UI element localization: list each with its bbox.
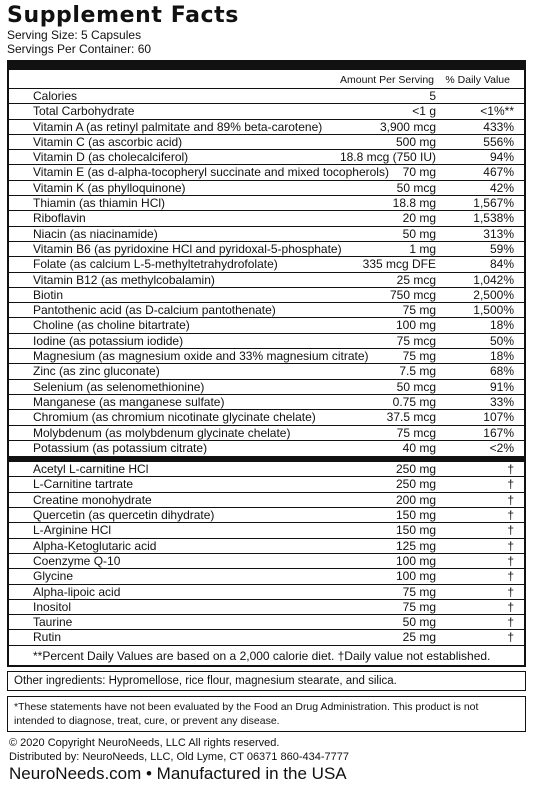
row-amount: 50 mcg	[396, 180, 436, 195]
table-row	[9, 394, 524, 409]
table-row	[9, 476, 524, 491]
row-daily-value: 313%	[483, 226, 514, 241]
row-amount: 5	[429, 89, 436, 103]
table-row	[9, 348, 524, 363]
row-amount: 250 mg	[395, 477, 436, 492]
table-row	[9, 522, 524, 537]
row-daily-value: 42%	[489, 180, 514, 195]
row-daily-value: †	[507, 584, 514, 599]
row-name: Vitamin E (as d-alpha-tocopheryl succinate and mixed tocopherols)	[33, 165, 389, 180]
table-row	[9, 461, 524, 476]
row-name: Chromium (as chromium nicotinate glycinate chelate)	[33, 410, 316, 425]
copyright: © 2020 Copyright NeuroNeeds, LLC All rights reserved.	[9, 736, 280, 749]
row-amount: 75 mg	[402, 349, 436, 364]
row-daily-value: 1,538%	[473, 211, 514, 226]
supplement-facts-label	[7, 4, 526, 784]
row-daily-value: 94%	[489, 150, 514, 165]
other-ingredients: Other ingredients: Hypromellose, rice flour, magnesium stearate, and silica.	[7, 671, 526, 691]
row-amount: 50 mcg	[396, 379, 436, 394]
table-row	[9, 553, 524, 568]
row-name: L-Carnitine tartrate	[33, 477, 134, 492]
row-daily-value: †	[507, 508, 514, 523]
table-row	[9, 302, 524, 317]
row-name: Niacin (as niacinamide)	[33, 226, 158, 241]
row-daily-value: 1,567%	[473, 196, 514, 211]
facts-table	[7, 60, 526, 667]
row-name: Inositol	[33, 599, 72, 614]
row-daily-value: <2%	[489, 440, 514, 455]
row-name: Coenzyme Q-10	[33, 553, 121, 568]
row-amount: 200 mg	[395, 492, 436, 507]
brand-line: NeuroNeeds.com • Manufactured in the USA	[9, 763, 347, 783]
servings-per-container: Servings Per Container: 60	[7, 42, 152, 56]
table-row	[9, 584, 524, 599]
row-amount: 100 mg	[395, 318, 436, 333]
row-daily-value: 18%	[489, 318, 514, 333]
distributor: Distributed by: NeuroNeeds, LLC, Old Lyme, CT 06371 860-434-7777	[9, 750, 349, 763]
row-name: Taurine	[33, 615, 73, 630]
label-title: Supplement Facts	[7, 3, 239, 28]
row-name: Acetyl L-carnitine HCl	[33, 462, 149, 477]
row-amount: 25 mcg	[396, 272, 436, 287]
row-amount: 50 mg	[402, 615, 436, 630]
row-daily-value: 107%	[483, 410, 514, 425]
row-name: Vitamin C (as ascorbic acid)	[33, 134, 183, 149]
table-row	[9, 440, 524, 455]
row-name: Vitamin D (as cholecalciferol)	[33, 150, 189, 165]
row-amount: 18.8 mg	[392, 196, 436, 211]
row-daily-value: 33%	[489, 394, 514, 409]
amount-header: Amount Per Serving	[340, 74, 434, 86]
row-amount: 1 mg	[409, 241, 436, 256]
row-amount: 25 mg	[402, 630, 436, 645]
row-daily-value: 59%	[489, 241, 514, 256]
row-name: Alpha-Ketoglutaric acid	[33, 538, 157, 553]
fda-disclaimer: *These statements have not been evaluated by the Food an Drug Administration. This product is not intended to diagnose, treat, cure, or prevent any disease.	[7, 696, 526, 732]
row-amount: 50 mg	[402, 226, 436, 241]
row-amount: 100 mg	[395, 569, 436, 584]
row-name: L-Arginine HCl	[33, 523, 112, 538]
row-amount: 75 mcg	[396, 425, 436, 440]
row-name: Molybdenum (as molybdenum glycinate chelate)	[33, 425, 291, 440]
row-name: Potassium (as potassium citrate)	[33, 440, 208, 455]
table-row	[9, 241, 524, 256]
row-amount: 500 mg	[395, 134, 436, 149]
row-daily-value: †	[507, 538, 514, 553]
row-amount: 18.8 mcg (750 IU)	[339, 150, 436, 165]
footnote: **Percent Daily Values are based on a 2,000 calorie diet. †Daily value not established.	[9, 645, 524, 665]
row-amount: 150 mg	[395, 508, 436, 523]
serving-size: Serving Size: 5 Capsules	[7, 28, 142, 42]
table-row	[9, 629, 524, 644]
row-name: Vitamin B12 (as methylcobalamin)	[33, 272, 215, 287]
table-row	[9, 425, 524, 440]
row-name: Vitamin A (as retinyl palmitate and 89% beta-carotene)	[33, 119, 323, 134]
row-daily-value: †	[507, 477, 514, 492]
table-row	[9, 287, 524, 302]
row-amount: 3,900 mcg	[379, 119, 436, 134]
top-thick-rule	[9, 60, 524, 70]
row-amount: 100 mg	[395, 553, 436, 568]
row-name: Choline (as choline bitartrate)	[33, 318, 190, 333]
row-daily-value: †	[507, 599, 514, 614]
row-daily-value: 556%	[483, 134, 514, 149]
row-daily-value: 2,500%	[473, 287, 514, 302]
table-row	[9, 599, 524, 614]
row-daily-value: 18%	[489, 349, 514, 364]
row-amount: 150 mg	[395, 523, 436, 538]
row-daily-value: <1%**	[480, 104, 514, 119]
table-row	[9, 195, 524, 210]
row-daily-value: †	[507, 569, 514, 584]
row-amount: 250 mg	[395, 462, 436, 477]
table-row	[9, 210, 524, 225]
row-name: Riboflavin	[33, 211, 86, 226]
row-name: Folate (as calcium L-5-methyltetrahydrofolate)	[33, 257, 278, 272]
row-daily-value: 467%	[483, 165, 514, 180]
row-daily-value: 91%	[489, 379, 514, 394]
row-name: Manganese (as manganese sulfate)	[33, 394, 225, 409]
row-amount: 125 mg	[395, 538, 436, 553]
other-ingredient-rows	[9, 461, 524, 645]
row-amount: 7.5 mg	[399, 364, 436, 379]
table-row	[9, 149, 524, 164]
table-row	[9, 256, 524, 271]
row-name: Calories	[33, 89, 78, 103]
row-daily-value: †	[507, 462, 514, 477]
row-daily-value: 433%	[483, 119, 514, 134]
table-row	[9, 103, 524, 118]
row-daily-value: †	[507, 523, 514, 538]
row-amount: 40 mg	[402, 440, 436, 455]
row-amount: <1 g	[412, 104, 436, 119]
row-amount: 75 mcg	[396, 333, 436, 348]
row-name: Vitamin K (as phylloquinone)	[33, 180, 186, 195]
row-name: Iodine (as potassium iodide)	[33, 333, 184, 348]
row-daily-value: 1,500%	[473, 303, 514, 318]
row-name: Creatine monohydrate	[33, 492, 152, 507]
table-row	[9, 538, 524, 553]
nutrient-rows	[9, 88, 524, 455]
row-daily-value: 68%	[489, 364, 514, 379]
row-name: Biotin	[33, 287, 64, 302]
row-name: Zinc (as zinc gluconate)	[33, 364, 160, 379]
row-name: Magnesium (as magnesium oxide and 33% magnesium citrate)	[33, 349, 369, 364]
table-row	[9, 134, 524, 149]
row-daily-value: 50%	[489, 333, 514, 348]
row-name: Alpha-lipoic acid	[33, 584, 121, 599]
table-row	[9, 272, 524, 287]
row-daily-value: 167%	[483, 425, 514, 440]
row-name: Selenium (as selenomethionine)	[33, 379, 205, 394]
row-amount: 70 mg	[402, 165, 436, 180]
row-amount: 75 mg	[402, 584, 436, 599]
row-daily-value: 84%	[489, 257, 514, 272]
table-row	[9, 568, 524, 583]
table-row	[9, 492, 524, 507]
row-amount: 335 mcg DFE	[362, 257, 436, 272]
row-amount: 37.5 mcg	[386, 410, 436, 425]
row-daily-value: †	[507, 615, 514, 630]
row-name: Rutin	[33, 630, 62, 645]
table-row	[9, 614, 524, 629]
table-row	[9, 226, 524, 241]
table-row	[9, 88, 524, 103]
row-amount: 75 mg	[402, 303, 436, 318]
table-row	[9, 363, 524, 378]
table-row	[9, 507, 524, 522]
table-row	[9, 317, 524, 332]
dv-header: % Daily Value	[445, 74, 510, 86]
row-name: Glycine	[33, 569, 74, 584]
row-amount: 20 mg	[402, 211, 436, 226]
row-name: Thiamin (as thiamin HCl)	[33, 196, 166, 211]
column-headers	[9, 70, 524, 88]
row-daily-value: †	[507, 630, 514, 645]
row-amount: 0.75 mg	[392, 394, 436, 409]
row-name: Pantothenic acid (as D-calcium pantothenate)	[33, 303, 276, 318]
row-daily-value: 1,042%	[473, 272, 514, 287]
row-name: Vitamin B6 (as pyridoxine HCl and pyridoxal-5-phosphate)	[33, 241, 342, 256]
table-row	[9, 333, 524, 348]
row-daily-value: †	[507, 553, 514, 568]
table-row	[9, 180, 524, 195]
table-row	[9, 409, 524, 424]
row-amount: 750 mcg	[389, 287, 436, 302]
table-row	[9, 119, 524, 134]
row-name: Total Carbohydrate	[33, 104, 135, 119]
table-row	[9, 379, 524, 394]
table-row	[9, 164, 524, 179]
row-daily-value: †	[507, 492, 514, 507]
row-amount: 75 mg	[402, 599, 436, 614]
row-name: Quercetin (as quercetin dihydrate)	[33, 508, 215, 523]
